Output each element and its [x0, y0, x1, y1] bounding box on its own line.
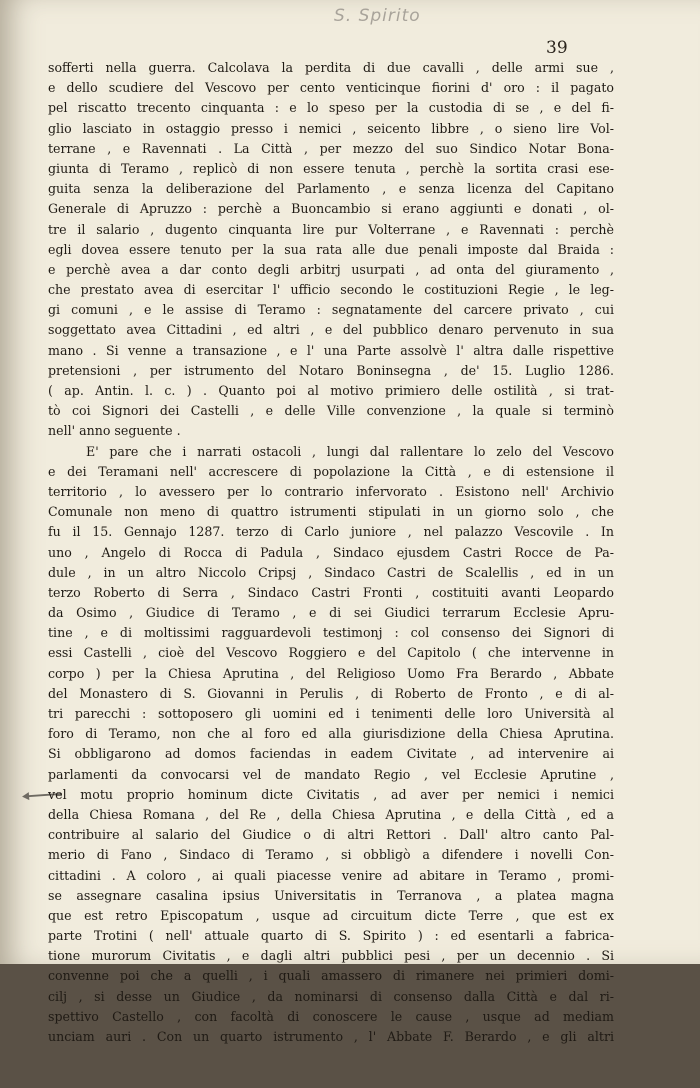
text-line: spettivo Castello , con facoltà di conoscere le cause , usque ad mediam	[48, 1008, 614, 1024]
text-line: che prestato avea di esercitar l' ufficio secondo le costituzioni Regie , le leg-	[48, 282, 614, 298]
text-line: ( ap. Antin. l. c. ) . Quanto poi al motivo primiero delle ostilità , si trat-	[48, 383, 614, 398]
text-line: Si obbligarono ad domos faciendas in eadem Civitate , ad intervenire ai	[48, 746, 614, 762]
text-line: parlamenti da convocarsi vel de mandato Regio , vel Ecclesie Aprutine ,	[48, 766, 614, 782]
text-line: tri parecchi : sottoposero gli uomini ed i tenimenti delle loro Università al	[48, 706, 614, 721]
text-line: giunta di Teramo , replicò di non essere tenuta , perchè la sortita crasi ese-	[48, 160, 614, 176]
text-line: tine , e di moltissimi ragguardevoli testimonj : col consenso dei Signori di	[48, 625, 614, 641]
text-line: convenne poi che a quelli , i quali amassero di rimanere nei primieri domi-	[48, 968, 614, 984]
text-line: se assegnare casalina ipsius Universitatis in Terranova , a platea magna	[48, 887, 614, 903]
text-line: tò coi Signori dei Castelli , e delle Ville convenzione , la quale si terminò	[48, 403, 614, 419]
text-line: cittadini . A coloro , ai quali piacesse venire ad abitare in Teramo , promi-	[48, 867, 614, 883]
pencil-annotation: S. Spirito	[334, 6, 421, 26]
text-line	[48, 1047, 614, 1067]
text-line: della Chiesa Romana , del Re , della Chiesa Aprutina , e della Città , ed a	[48, 806, 614, 822]
text-line: essi Castelli , cioè del Vescovo Roggiero e del Capitolo ( che intervenne in	[48, 645, 614, 661]
text-line: sofferti nella guerra. Calcolava la perdita di due cavalli , delle armi sue ,	[48, 60, 614, 75]
text-line: vel motu proprio hominum dicte Civitatis , ad aver per nemici i nemici	[48, 786, 614, 802]
text-line: foro di Teramo, non che al foro ed alla giurisdizione della Chiesa Aprutina.	[48, 726, 614, 742]
paragraph-start-line: E' pare che i narrati ostacoli , lungi dal rallentare lo zelo del Vescovo	[86, 443, 614, 459]
text-line: terzo Roberto di Serra , Sindaco Castri Fronti , costituiti avanti Leopardo	[48, 584, 614, 600]
text-line: da Osimo , Giudice di Teramo , e di sei Giudici terrarum Ecclesie Apru-	[48, 605, 614, 621]
text-line: mano . Si venne a transazione , e l' una Parte assolvè l' altra dalle rispettive	[48, 342, 614, 358]
text-line: pretensioni , per istrumento del Notaro Boninsegna , de' 15. Luglio 1286.	[48, 362, 614, 378]
text-line: fu il 15. Gennajo 1287. terzo di Carlo juniore , nel palazzo Vescovile . In	[48, 524, 614, 540]
text-line: Generale di Apruzzo : perchè a Buoncambio si erano aggiunti e donati , ol-	[48, 201, 614, 217]
text-line: pel riscatto trecento cinquanta : e lo speso per la custodia di se , e del fi-	[48, 100, 614, 116]
page-number: 39	[546, 38, 568, 58]
text-line: e perchè avea a dar conto degli arbitrj usurpati , ad onta del giuramento ,	[48, 261, 614, 277]
text-line: contribuire al salario del Giudice o di altri Rettori . Dall' altro canto Pal-	[48, 827, 614, 843]
text-line: e dei Teramani nell' accrescere di popolazione la Città , e di estensione il	[48, 463, 614, 479]
text-line: corpo ) per la Chiesa Aprutina , del Religioso Uomo Fra Berardo , Abbate	[48, 665, 614, 681]
text-line: merio di Fano , Sindaco di Teramo , si obbligò a difendere i novelli Con-	[48, 847, 614, 863]
text-line: que est retro Episcopatum , usque ad circuitum dicte Terre , que est ex	[48, 907, 614, 923]
text-line: Comunale non meno di quattro istrumenti stipulati in un giorno solo , che	[48, 504, 614, 520]
text-line: tione murorum Civitatis , e dagli altri pubblici pesi , per un decennio . Si	[48, 948, 614, 964]
text-line: guita senza la deliberazione del Parlamento , e senza licenza del Capitano	[48, 181, 614, 197]
text-line: tre il salario , dugento cinquanta lire pur Volterrane , e Ravennati : perchè	[48, 221, 614, 237]
text-line: e dello scudiere del Vescovo per cento venticinque fiorini d' oro : il pagato	[48, 80, 614, 96]
text-line: uno , Angelo di Rocca di Padula , Sindaco ejusdem Castri Rocce de Pa-	[48, 544, 614, 560]
text-line	[48, 1067, 614, 1087]
text-line: egli dovea essere tenuto per la sua rata alle due penali imposte dal Braida :	[48, 241, 614, 257]
text-line: cilj , si desse un Giudice , da nominarsi di consenso dalla Città e dal ri-	[48, 988, 614, 1004]
text-line: gi comuni , e le assise di Teramo : segnatamente del carcere privato , cui	[48, 302, 614, 318]
text-line: territorio , lo avessero per lo contrario infervorato . Esistono nell' Archivio	[48, 483, 614, 499]
text-line: terrane , e Ravennati . La Città , per mezzo del suo Sindico Notar Bona-	[48, 140, 614, 156]
text-line: parte Trotini ( nell' attuale quarto di S. Spirito ) : ed esentarli a fabrica-	[48, 928, 614, 944]
text-line: unciam auri . Con un quarto istrumento , l' Abbate F. Berardo , e gli altri	[48, 1029, 614, 1044]
text-line: nell' anno seguente .	[48, 423, 181, 439]
body-text	[48, 58, 614, 1088]
text-line: dule , in un altro Niccolo Cripsj , Sindaco Castri de Scalellis , ed in un	[48, 564, 614, 580]
text-line: del Monastero di S. Giovanni in Perulis , di Roberto de Fronto , e di al-	[48, 685, 614, 701]
text-line: soggettato avea Cittadini , ed altri , e del pubblico denaro pervenuto in sua	[48, 322, 614, 338]
text-line: glio lasciato in ostaggio presso i nemici , seicento libbre , o sieno lire Vol-	[48, 120, 614, 136]
